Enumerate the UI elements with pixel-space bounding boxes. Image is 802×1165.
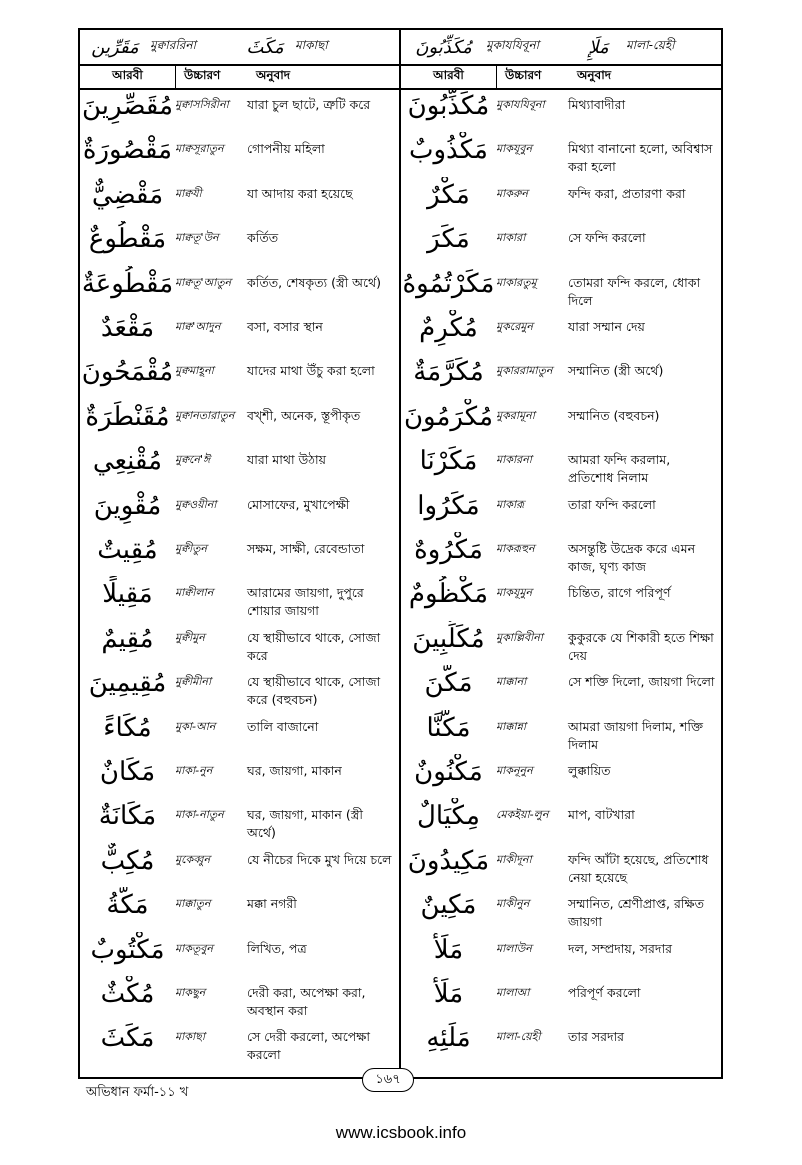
entry-arabic: مَكَّنَ	[424, 668, 473, 699]
entry-meaning: যারা চুল ছাটে, ত্রুটি করে	[247, 97, 371, 112]
entry-row	[80, 932, 399, 968]
entry-pronunciation: মালাআ	[496, 986, 530, 999]
entry-arabic: مَلَأَ	[433, 979, 464, 1009]
right-guide-pron-2: মালা-য়েহী	[626, 38, 675, 52]
website-url: www.icsbook.info	[335, 1123, 467, 1142]
entry-arabic: مَكَرَ	[427, 224, 470, 255]
entry-row	[401, 798, 721, 834]
entry-pronunciation: মাক্বযী	[175, 186, 202, 200]
entry-arabic: مُقْنِعِي	[92, 446, 163, 477]
entry-meaning: যারা মাথা উঠায়	[247, 452, 326, 468]
entry-pronunciation: মুকরেমুন	[496, 320, 533, 333]
entry-row	[80, 399, 399, 435]
entry-arabic: مِكْيَالٌ	[417, 801, 480, 832]
entry-row	[80, 710, 399, 746]
entry-pronunciation: মাকরূহুন	[496, 542, 535, 555]
entry-meaning: তার সরদার	[568, 1029, 625, 1045]
entry-row	[401, 976, 721, 1012]
entry-row	[401, 665, 721, 701]
entry-pronunciation: মাকীনুন	[496, 897, 530, 911]
entry-pronunciation: মুকরামূনা	[496, 408, 535, 422]
entry-row	[80, 665, 399, 709]
entry-meaning: যা আদায় করা হয়েছে	[247, 185, 353, 201]
entry-arabic: مُقِيتٌ	[97, 535, 158, 565]
entry-pronunciation: মাকীদূনা	[496, 852, 532, 866]
entry-meaning: সক্ষম, সাক্ষী, রেবেন্ডাতা	[247, 541, 365, 556]
entry-pronunciation: মাকযূবুন	[496, 142, 533, 156]
entry-meaning: আরামের জায়গা, দুপুরে শোয়ার জায়গা	[247, 585, 364, 619]
entry-pronunciation: মাক্বীলান	[175, 586, 214, 600]
entry-row	[401, 88, 721, 124]
entry-pronunciation: মুকাযযিবূনা	[496, 98, 545, 111]
left-column	[80, 30, 399, 1077]
entry-pronunciation: মাকা-নাতুন	[175, 808, 224, 822]
entry-meaning: তারা ফন্দি করলো	[568, 496, 656, 512]
left-guide-arabic-1: مَقَرِّين	[91, 36, 139, 58]
left-guide-pron-1: মুক্বাররিনা	[150, 38, 197, 52]
entry-row	[401, 932, 721, 968]
entry-meaning: ঘর, জায়গা, মাকান (স্ত্রী অর্থে)	[247, 807, 363, 841]
right-column	[401, 30, 721, 1077]
entry-pronunciation: মাকা-নুন	[175, 764, 213, 777]
header-pronunciation: উচ্চারণ	[184, 68, 221, 82]
entry-pronunciation: মালাউন	[496, 941, 532, 955]
entry-arabic: مُقَنْطَرَةٌ	[85, 401, 170, 432]
left-column-headers	[80, 66, 399, 90]
entry-meaning: যে স্থায়ীভাবে থাকে, সোজা করে (বহুবচন)	[247, 674, 381, 708]
entry-row	[80, 798, 399, 842]
header-arabic: আরবী	[80, 66, 176, 88]
header-arabic: আরবী	[401, 66, 497, 88]
entry-arabic: مَقِيلًا	[102, 579, 153, 610]
entry-pronunciation: মেকইয়া-লুন	[496, 808, 549, 822]
left-guide-pron-2: মাকাছা	[295, 38, 328, 52]
entry-row	[401, 754, 721, 790]
entry-pronunciation: মাকনূনুন	[496, 764, 533, 777]
entry-pronunciation: মাকযূমুন	[496, 586, 533, 600]
entry-pronunciation: মাকছুন	[175, 986, 206, 999]
right-guide-arabic-2: مَلَإِ	[588, 36, 609, 58]
entry-row	[401, 354, 721, 390]
dictionary-page	[78, 28, 723, 1079]
entry-row	[80, 887, 399, 923]
entry-pronunciation: মাক্কান্না	[496, 719, 527, 733]
right-guide-arabic-1: مُكَذِّبُونَ	[415, 36, 472, 58]
entry-arabic: مُكَلِّبِينَ	[412, 623, 485, 654]
entry-row	[80, 621, 399, 665]
entry-arabic: مَلَئِهِ	[426, 1023, 471, 1054]
entry-arabic: مَكْظُومٌ	[408, 579, 489, 610]
entry-pronunciation: মুক্বমাহূনা	[175, 364, 214, 378]
entry-meaning: মোসাফের, মুখাপেক্ষী	[247, 496, 350, 512]
entry-pronunciation: মালা-য়েহী	[496, 1030, 541, 1044]
entry-arabic: مَكْرٌ	[427, 179, 470, 210]
entry-row	[401, 843, 721, 887]
entry-row	[80, 132, 399, 168]
entry-meaning: সম্মানিত (স্ত্রী অর্থে)	[568, 363, 664, 379]
entry-meaning: আমরা ফন্দি করলাম, প্রতিশোধ নিলাম	[568, 452, 671, 486]
right-column-headers	[401, 66, 721, 90]
entry-meaning: আমরা জায়গা দিলাম, শক্তি দিলাম	[568, 718, 704, 752]
entry-meaning: তোমরা ফন্দি করলে, ধোকা দিলে	[568, 274, 701, 308]
entry-meaning: দেরী করা, অপেক্ষা করা, অবস্থান করা	[247, 985, 366, 1018]
entry-arabic: مُقِيمِينَ	[88, 668, 167, 699]
entry-row	[80, 576, 399, 620]
header-pronunciation: উচ্চারণ	[505, 68, 542, 82]
entry-row	[401, 266, 721, 310]
entry-pronunciation: মুকাল্লিবীনা	[496, 630, 543, 644]
entry-row	[80, 310, 399, 346]
entry-row	[80, 488, 399, 524]
entry-meaning: মাপ, বাটখারা	[568, 807, 635, 823]
entry-meaning: সে ফন্দি করলো	[568, 230, 646, 246]
entry-meaning: ঘর, জায়গা, মাকান	[247, 763, 342, 778]
entry-pronunciation: মুক্বাসসিরীনা	[175, 98, 229, 111]
entry-row	[401, 177, 721, 213]
entry-row	[401, 399, 721, 435]
entry-meaning: অসন্তুষ্টি উদ্রেক করে এমন কাজ, ঘৃণ্য কাজ	[568, 541, 696, 574]
entry-pronunciation: মুকেব্বুন	[175, 852, 211, 866]
entry-arabic: مُكْرِمٌ	[419, 313, 478, 343]
entry-row	[401, 576, 721, 612]
entry-arabic: مَقْصُورَةٌ	[82, 135, 173, 166]
entry-arabic: مَكَرْتُمُوهُ	[402, 268, 495, 299]
entry-arabic: مُقْوِينَ	[93, 490, 162, 521]
entry-pronunciation: মুক্বনে'ঈ	[175, 453, 211, 467]
entry-meaning: কুকুরকে যে শিকারী হতে শিক্ষা দেয়	[568, 629, 714, 663]
entry-arabic: مَكَرُوا	[417, 490, 480, 521]
entry-row	[80, 221, 399, 257]
entry-meaning: বসা, বসার স্থান	[247, 319, 323, 334]
entry-row	[401, 1020, 721, 1056]
entry-row	[401, 621, 721, 665]
entry-meaning: দল, সম্প্রদায়, সরদার	[568, 940, 672, 956]
entry-arabic: مَقْضِيٌّ	[91, 179, 164, 210]
entry-pronunciation: মাক্বতূ'আতুন	[175, 275, 232, 289]
entry-pronunciation: মাকারতুমূ	[496, 275, 537, 289]
entry-row	[401, 532, 721, 576]
entry-pronunciation: মাকারা	[496, 231, 526, 245]
entry-arabic: مُقَصِّرِينَ	[82, 91, 173, 121]
left-guide-arabic-2: مَكَثَ	[246, 36, 284, 58]
entry-pronunciation: মুক্বানতারাতুন	[175, 408, 235, 422]
entry-row	[80, 443, 399, 479]
entry-meaning: মিথ্যা বানানো হলো, অবিশ্বাস করা হলো	[568, 141, 713, 175]
entry-row	[401, 310, 721, 346]
entry-row	[80, 976, 399, 1020]
entry-meaning: গোপনীয় মহিলা	[247, 141, 325, 157]
entry-row	[401, 710, 721, 754]
entry-row	[80, 843, 399, 879]
entry-row	[80, 354, 399, 390]
entry-meaning: যাদের মাথা উঁচু করা হলো	[247, 363, 375, 379]
entry-pronunciation: মুক্বীতুন	[175, 542, 207, 555]
entry-arabic: مَكْذُوبٌ	[409, 135, 488, 166]
entry-row	[401, 221, 721, 257]
entry-pronunciation: মাকাছা	[175, 1030, 206, 1044]
entry-meaning: যে নীচের দিকে মুখ দিয়ে চলে	[247, 851, 392, 867]
entry-row	[80, 88, 399, 124]
entry-row	[80, 754, 399, 790]
entry-arabic: مَكَّنَّا	[426, 712, 471, 743]
entry-meaning: ফন্দি আঁটা হয়েছে, প্রতিশোধ নেয়া হয়েছে	[568, 851, 709, 885]
entry-row	[401, 443, 721, 487]
entry-meaning: সম্মানিত, শ্রেণীপ্রাপ্ত, রক্ষিত জায়গা	[568, 896, 704, 930]
entry-arabic: مُكْرَمُونَ	[403, 401, 494, 432]
entry-row	[401, 488, 721, 524]
entry-meaning: লুক্কায়িত	[568, 763, 611, 778]
entry-arabic: مَكِينٌ	[420, 890, 477, 921]
entry-arabic: مَكَّةُ	[106, 890, 149, 921]
entry-meaning: মক্কা নগরী	[247, 896, 297, 912]
entry-meaning: সে দেরী করলো, অপেক্ষা করলো	[247, 1029, 370, 1063]
entry-arabic: مُقْمَحُونَ	[81, 357, 174, 388]
entry-meaning: চিন্তিত, রাগে পরিপূর্ণ	[568, 585, 671, 601]
page-number: ১৬৭	[362, 1068, 414, 1092]
entry-meaning: পরিপূর্ণ করলো	[568, 985, 641, 1000]
entry-arabic: مَكَثَ	[100, 1023, 155, 1054]
entry-row	[80, 1020, 399, 1064]
entry-arabic: مَكْرُوهٌ	[414, 535, 483, 565]
entry-arabic: مُكَاءً	[103, 712, 152, 743]
entry-row	[80, 266, 399, 302]
entry-pronunciation: মুক্বীমীনা	[175, 675, 212, 689]
right-guide-pron-1: মুকাযযিবূনা	[486, 38, 540, 52]
entry-pronunciation: মাক্বসূরাতুন	[175, 142, 224, 156]
entry-row	[401, 132, 721, 176]
entry-arabic: مَكْتُوبٌ	[90, 934, 165, 965]
entry-row	[80, 177, 399, 213]
entry-arabic: مَكِيدُونَ	[407, 845, 490, 876]
entry-meaning: সম্মানিত (বহুবচন)	[568, 407, 660, 423]
entry-meaning: তালি বাজানো	[247, 718, 319, 734]
entry-pronunciation: মাকারনা	[496, 453, 532, 467]
entry-meaning: কর্তিত	[247, 230, 279, 246]
entry-pronunciation: মাক্কাতুন	[175, 897, 211, 911]
entry-meaning: যারা সম্মান দেয়	[568, 319, 645, 334]
entry-arabic: مَقْعَدٌ	[100, 313, 155, 343]
entry-pronunciation: মুক্বওয়ীনা	[175, 497, 217, 511]
entry-meaning: কর্তিত, শেষকৃত্য (স্ত্রী অর্থে)	[247, 274, 381, 290]
entry-meaning: ফন্দি করা, প্রতারণা করা	[568, 185, 686, 201]
header-meaning: অনুবাদ	[577, 68, 612, 82]
entry-arabic: مَكَانَةٌ	[98, 801, 157, 832]
right-header-guide	[401, 30, 721, 66]
entry-arabic: مَكَانٌ	[99, 757, 156, 787]
entry-pronunciation: মুকা-আন	[175, 719, 216, 733]
entry-arabic: مَكْنُونٌ	[414, 757, 483, 787]
entry-pronunciation: মাক্বতূ'উন	[175, 231, 219, 245]
entry-meaning: বখ্শী, অনেক, স্তূপীকৃত	[247, 407, 361, 423]
entry-pronunciation: মাকারূ	[496, 497, 525, 511]
entry-pronunciation: মাক্ব'আদুন	[175, 320, 221, 333]
footer-text: অভিধান ফর্মা-১১ খ	[86, 1085, 189, 1100]
entry-arabic: مُكْثٌ	[100, 979, 155, 1009]
entry-arabic: مَكَرْنَا	[419, 446, 478, 477]
header-meaning: অনুবাদ	[256, 68, 291, 82]
entry-pronunciation: মাকরুন	[496, 186, 528, 200]
entry-pronunciation: মাকতূবুন	[175, 941, 213, 955]
entry-meaning: যে স্থায়ীভাবে থাকে, সোজা করে	[247, 629, 381, 663]
entry-pronunciation: মুক্বীমুন	[175, 630, 205, 644]
entry-arabic: مُكَذِّبُونَ	[407, 91, 490, 121]
left-header-guide	[80, 30, 399, 66]
entry-arabic: مُقِيمٌ	[101, 623, 154, 654]
entry-row	[80, 532, 399, 568]
entry-arabic: مَقْطُوعٌ	[88, 224, 167, 255]
entry-meaning: মিথ্যাবাদীরা	[568, 97, 626, 112]
entry-arabic: مَقْطُوعَةٌ	[81, 268, 174, 299]
entry-arabic: مُكَرَّمَةٌ	[413, 357, 484, 388]
entry-meaning: লিখিত, পত্র	[247, 940, 307, 956]
entry-pronunciation: মাক্কানা	[496, 675, 527, 689]
entry-pronunciation: মুকাররামাতুন	[496, 364, 553, 378]
entry-arabic: مُكِبٌّ	[100, 845, 155, 876]
entry-row	[401, 887, 721, 931]
entry-meaning: সে শক্তি দিলো, জায়গা দিলো	[568, 674, 715, 690]
entry-arabic: مَلَأٌ	[433, 934, 464, 965]
